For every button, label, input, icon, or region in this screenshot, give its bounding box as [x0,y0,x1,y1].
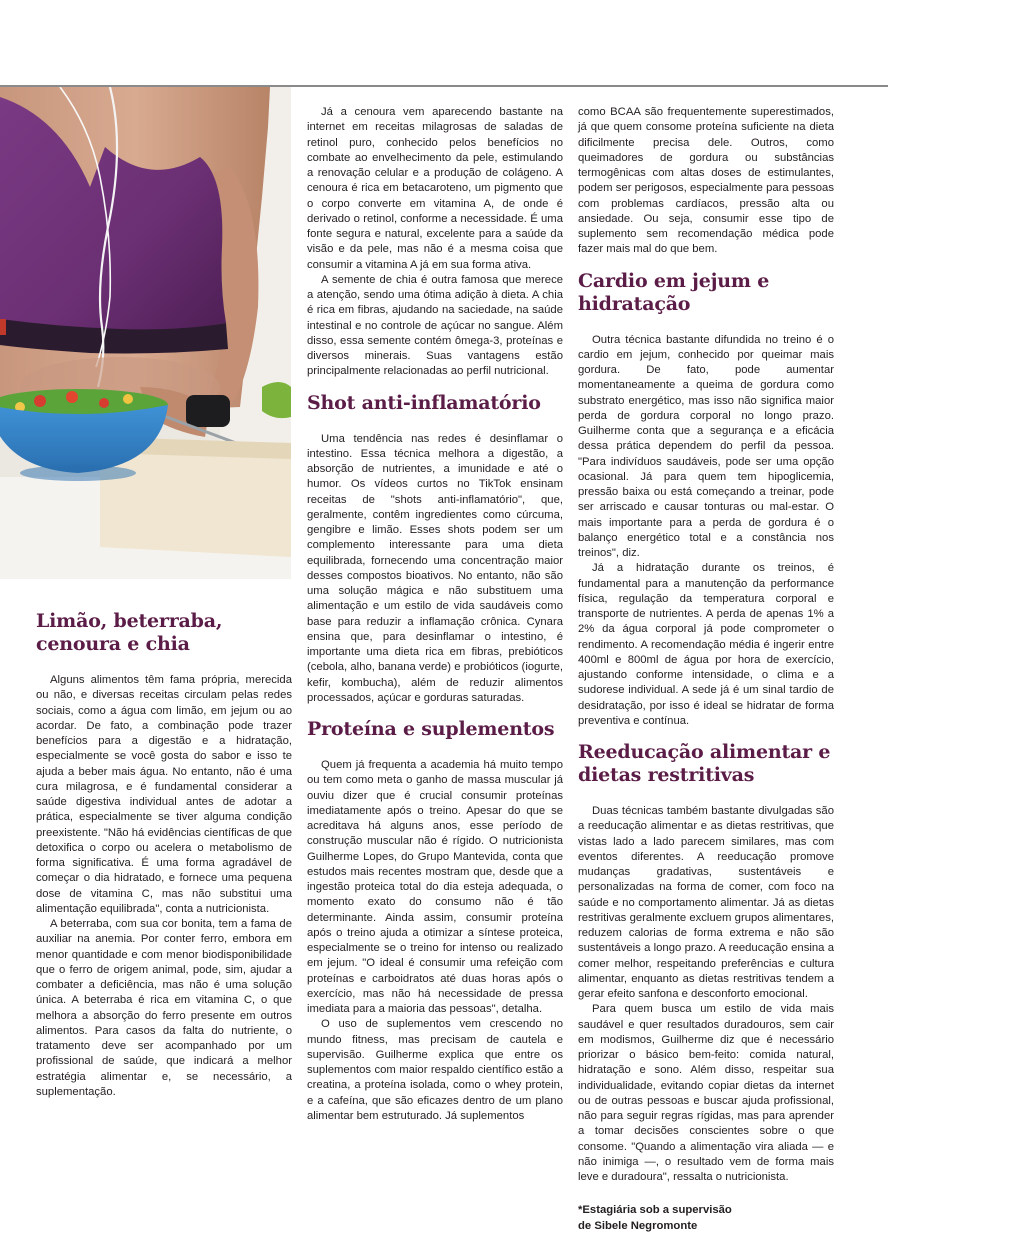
paragraph: Alguns alimentos têm fama própria, merecida ou não, e diversas receitas circulam pelas redes sociais, como a água com limão, em jejum ou ao acordar. De fato, a combinação pode trazer benefícios para a digestão e a hidratação, especialmente se você gosta do sabor e isso te ajuda a beber mais água. No entanto, não é uma cura milagrosa, e é fundamental considerar a saúde digestiva individual antes de adotar a prática, especialmente se tiver alguma condição preexistente. "Não há evidências científicas de que detoxifica o corpo ou acelera o metabolismo de forma significativa. É uma forma agradável de começar o dia hidratado, e fornece uma pequena dose de vitamina C, mas não substitui uma alimentação equilibrada", conta a nutricionista. [36,674,292,915]
heading-cardio-jejum: Cardio em jejum e hidratação [578,269,770,315]
paragraph: Duas técnicas também bastante divulgadas são a reeducação alimentar e as dietas restritivas, que vistas lado a lado parecem similares, mas com eventos diferentes. A reeducação promove mudanças gradativas, sustentáveis e personalizadas na forma de comer, com foco na saúde e no comportamento alimentar. Já as dietas restritivas geralmente excluem grupos alimentares, reduzem calorias de forma extrema e não são sustentáveis a longo prazo. A reeducação ensina a comer melhor, respeitando preferências e cultura alimentar, enquanto as dietas restritivas tendem a gerar efeito sanfona e desconforto emocional. [578,805,834,1000]
heading-limao-beterraba: Limão, beterraba, cenoura e chia [36,610,223,655]
paragraph: Já a cenoura vem aparecendo bastante na internet em receitas milagrosas de saladas de retinol puro, conhecido pelos benefícios no combate ao envelhecimento da pele, estimulando a renovação celular e a produção de colágeno. A cenoura é rica em betacaroteno, um pigmento que o corpo converte em vitamina A, de onde é derivado o retinol, conforme a necessidade. É uma fonte segura e natural, excelente para a saúde da visão e da pele, mas não é a mesma coisa que consumir a vitamina A já em sua forma ativa. [307,106,563,271]
paragraph: como BCAA são frequentemente superestimados, já que quem consome proteína suficiente na dieta dificilmente precisa dele. Outros, como queimadores de gordura ou substâncias termogênicas com altas doses de estimulantes, podem ser perigosos, especialmente para pessoas com problemas cardíacos, pressão alta ou ansiedade. Ou seja, consumir esse tipo de suplemento sem recomendação médica pode fazer mais mal do que bem. [578,106,834,256]
paragraph: O uso de suplementos vem crescendo no mundo fitness, mas precisam de cautela e supervisão. Guilherme explica que entre os suplementos com maior respaldo científico estão a creatina, a proteína isolada, como o whey protein, e a cafeína, que são eficazes dentro de um plano alimentar bem estruturado. Já suplementos [307,1018,563,1122]
column-1 [36,610,292,1100]
heading-shot-anti-inflamatorio: Shot anti-inflamatório [307,391,541,414]
photo-illustration [0,87,291,579]
column-3 [578,105,834,1234]
paragraph: Para quem busca um estilo de vida mais saudável e quer resultados duradouros, sem cair em modismos, Guilherme diz que é necessário priorizar o básico bem-feito: comida natural, hidratação e sono. Além disso, respeitar sua individualidade, evitando copiar dietas da internet ou de outras pessoas e buscar ajuda profissional, não para seguir regras rígidas, mas para aprender a tomar decisões conscientes sobre o que consome. "Quando a alimentação vira aliada — e não inimiga —, o resultado vem de forma mais leve e duradoura", ressalta o nutricionista. [578,1003,834,1183]
byline [578,1203,834,1234]
paragraph: A beterraba, com sua cor bonita, tem a fama de auxiliar na anemia. Por conter ferro, embora em menor quantidade e com menor biodisponibilidade que o ferro de origem animal, pode, sim, ajudar a combater a deficiência, mas não é uma solução única. A beterraba é rica em vitamina C, o que melhora a absorção do ferro presente em outros alimentos. Para casos da falta do nutriente, o tratamento deve ser acompanhado por um profissional de saúde, que indicará a melhor estratégia alimentar e, se necessário, a suplementação. [36,918,292,1098]
paragraph: Uma tendência nas redes é desinflamar o intestino. Essa técnica melhora a digestão, a absorção de nutrientes, a imunidade e até o humor. Os vídeos curtos no TikTok ensinam receitas de "shots anti-inflamatório", que, geralmente, contêm ingredientes como cúrcuma, gengibre e limão. Esses shots podem ser um complemento interessante para uma dieta equilibrada, fornecendo uma concentração maior desses compostos bioativos. No entanto, não são uma solução mágica e não substituem uma alimentação e um estilo de vida saudáveis como base para reduzir a inflamação crônica. Cynara ensina que, para desinflamar o intestino, é importante uma dieta rica em fibras, prebióticos (cebola, alho, banana verde) e probióticos (iogurte, kefir, kombucha), além de reduzir alimentos processados, açúcar e gorduras saturadas. [307,432,563,704]
heading-proteina-suplementos: Proteína e suplementos [307,718,555,740]
byline-line-2: de Sibele Negromonte [578,1219,698,1232]
woman-eating-salad-photo [0,87,291,579]
byline-line-1: *Estagiária sob a supervisão [578,1204,732,1217]
paragraph: Já a hidratação durante os treinos, é fundamental para a manutenção da performance física, regulação da temperatura corporal e transporte de nutrientes. A perda de apenas 1% a 2% da água corporal já pode comprometer o rendimento. A recomendação média é ingerir entre 400ml e 800ml de água por hora de exercício, ajustando conforme intensidade, o clima e a sudorese individual. A sede já é um sinal tardio de desidratação, por isso é ideal se hidratar de forma preventiva e contínua. [578,562,834,727]
paragraph: Quem já frequenta a academia há muito tempo ou tem como meta o ganho de massa muscular já ouviu dizer que é crucial consumir proteínas imediatamente após o treino. Apesar do que se acreditava há alguns anos, esse período de construção muscular não é rígido. O nutricionista Guilherme Lopes, do Grupo Mantevida, conta que estudos mais recentes mostram que, desde que a ingestão proteica total do dia esteja adequada, o momento exato do consumo não é tão determinante. Ainda assim, consumir proteína após o treino ajuda a otimizar a síntese proteica, especialmente se o treino for intenso ou realizado em jejum. "O ideal é consumir uma refeição com proteínas e carboidratos até duas horas após o exercício, mas não há necessidade de pressa imediata para a maioria das pessoas", detalha. [307,759,563,1015]
paragraph: A semente de chia é outra famosa que merece a atenção, sendo uma ótima adição à dieta. A chia é rica em fibras, ajudando na saciedade, na saúde intestinal e no controle de açúcar no sangue. Além disso, essa semente contém ômega-3, proteínas e diversos minerais. Suas vantagens estão principalmente relacionadas ao perfil nutricional. [307,273,563,378]
paragraph: Outra técnica bastante difundida no treino é o cardio em jejum, conhecido por queimar mais gordura. De fato, pode aumentar momentaneamente a queima de gordura como substrato energético, mas isso não significa maior perda de gordura corporal no longo prazo. Guilherme conta que a segurança e a eficácia dessa prática dependem do perfil da pessoa. "Para indivíduos saudáveis, pode ser uma opção ocasional. Já para quem tem hipoglicemia, pressão baixa ou está começando a treinar, pode ser arriscado e causar tonturas ou mal-estar. O mais importante para a perda de gordura é o balanço energético total e a constância nos treinos", diz. [578,333,834,559]
column-2 [307,105,563,1124]
heading-reeducacao-alimentar: Reeducação alimentar e dietas restritivas [578,741,831,786]
